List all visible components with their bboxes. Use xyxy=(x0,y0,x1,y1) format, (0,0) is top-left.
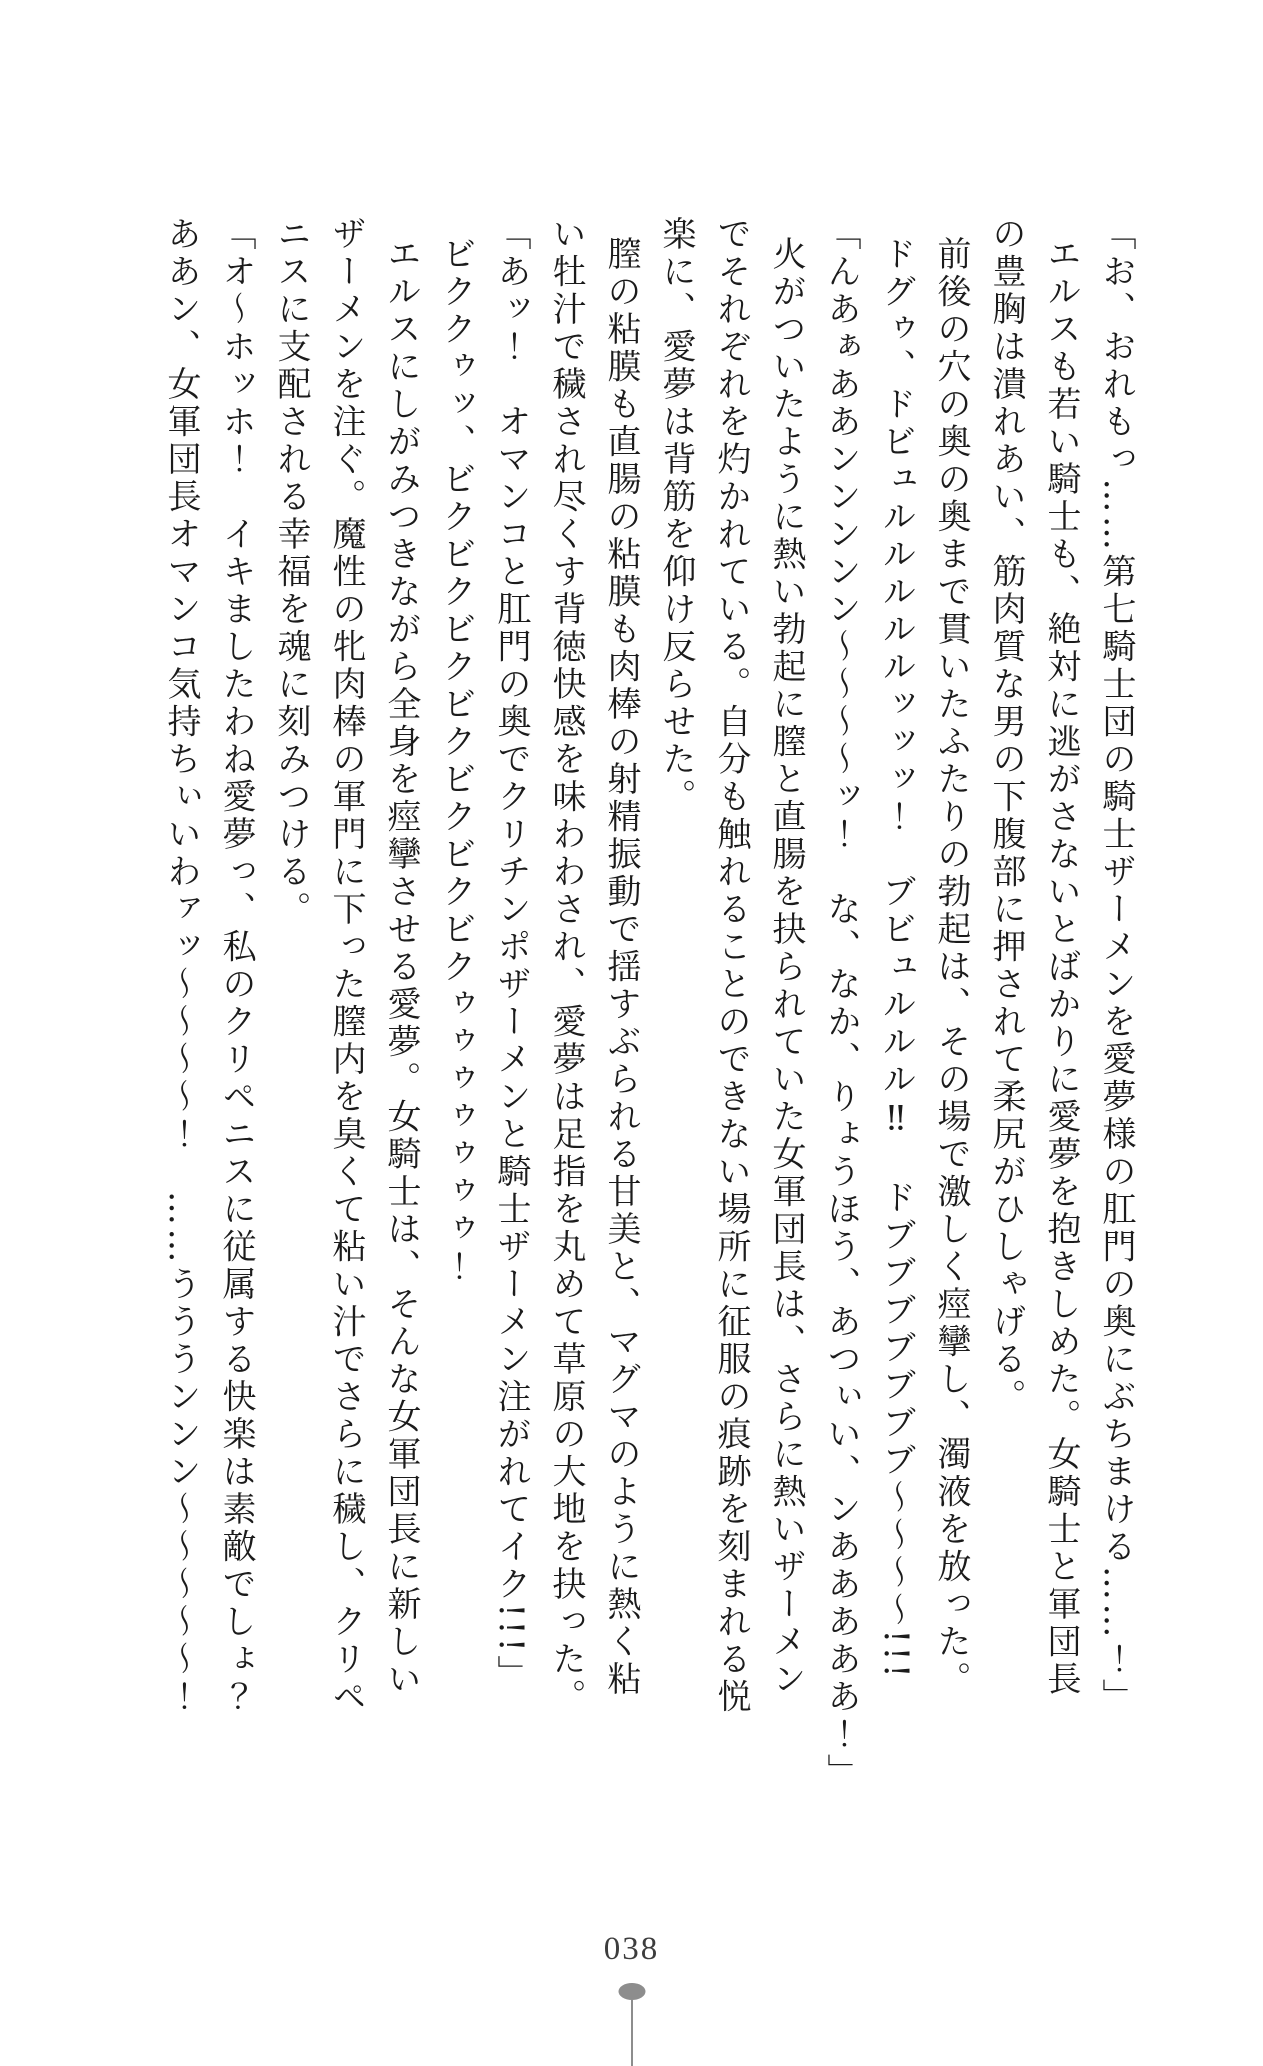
text-line-4: 前後の穴の奥の奥まで貫いたふたりの勃起は、その場で激しく痙攣し、濁液を放った。 xyxy=(931,236,971,1699)
text-block xyxy=(153,216,1143,1791)
text-line-15: ザーメンを注ぐ。魔性の牝肉棒の軍門に下った膣内を臭くて粘い汁でさらに穢し、クリペ xyxy=(326,216,366,1716)
text-line-13: ビククゥッ、ビクビクビクビクビクビクビクゥゥゥゥゥゥゥ！ xyxy=(436,236,476,1286)
text-line-10: 膣の粘膜も直腸の粘膜も肉棒の射精振動で揺すぶられる甘美と、マグマのように熱く粘 xyxy=(601,236,641,1699)
text-line-6: 「んあぁああンンンンン～～～～ッ！ な、なか、りょうほう、あつぃい、ンあああああ！」 xyxy=(821,216,861,1791)
text-line-17: 「オ～ホッホ！ イキましたわね愛夢っ、私のクリペニスに従属する快楽は素敵でしょ？ xyxy=(216,216,256,1716)
footer-line-ornament xyxy=(631,2000,633,2066)
text-line-16: ニスに支配される幸福を魂に刻みつける。 xyxy=(271,216,311,929)
footer-dot-ornament xyxy=(618,1983,645,2000)
text-line-2: エルスも若い騎士も、絶対に逃がさないとばかりに愛夢を抱きしめた。女騎士と軍団長 xyxy=(1041,236,1081,1699)
text-line-12: 「あッ！ オマンコと肛門の奥でクリチンポザーメンと騎士ザーメン注がれてイク!!!」 xyxy=(491,216,531,1693)
text-line-9: 楽に、愛夢は背筋を仰け反らせた。 xyxy=(656,216,696,816)
page-footer xyxy=(0,1926,1263,2066)
text-line-5: ドグゥ、ドビュルルルルルッッッ！ ブビュルルル‼ ドブブブブブブブ～～～～!!! xyxy=(876,236,916,1681)
page-number: 038 xyxy=(603,1931,660,1967)
text-line-7: 火がついたように熱い勃起に膣と直腸を抉られていた女軍団長は、さらに熱いザーメン xyxy=(766,236,806,1699)
text-line-18: ああン、女軍団長オマンコ気持ちぃいわァッ～～～～！ ……うううンンン～～～～～！ xyxy=(161,216,201,1716)
text-line-8: でそれぞれを灼かれている。自分も触れることのできない場所に征服の痕跡を刻まれる悦 xyxy=(711,216,751,1716)
text-line-11: い牡汁で穢され尽くす背徳快感を味わわされ、愛夢は足指を丸めて草原の大地を抉った。 xyxy=(546,216,586,1716)
text-line-14: エルスにしがみつきながら全身を痙攣させる愛夢。女騎士は、そんな女軍団長に新しい xyxy=(381,236,421,1699)
text-line-1: 「お、おれもっ……第七騎士団の騎士ザーメンを愛夢様の肛門の奥にぶちまける……！」 xyxy=(1096,216,1136,1716)
text-line-3: の豊胸は潰れあい、筋肉質な男の下腹部に押されて柔尻がひしゃげる。 xyxy=(986,216,1026,1416)
